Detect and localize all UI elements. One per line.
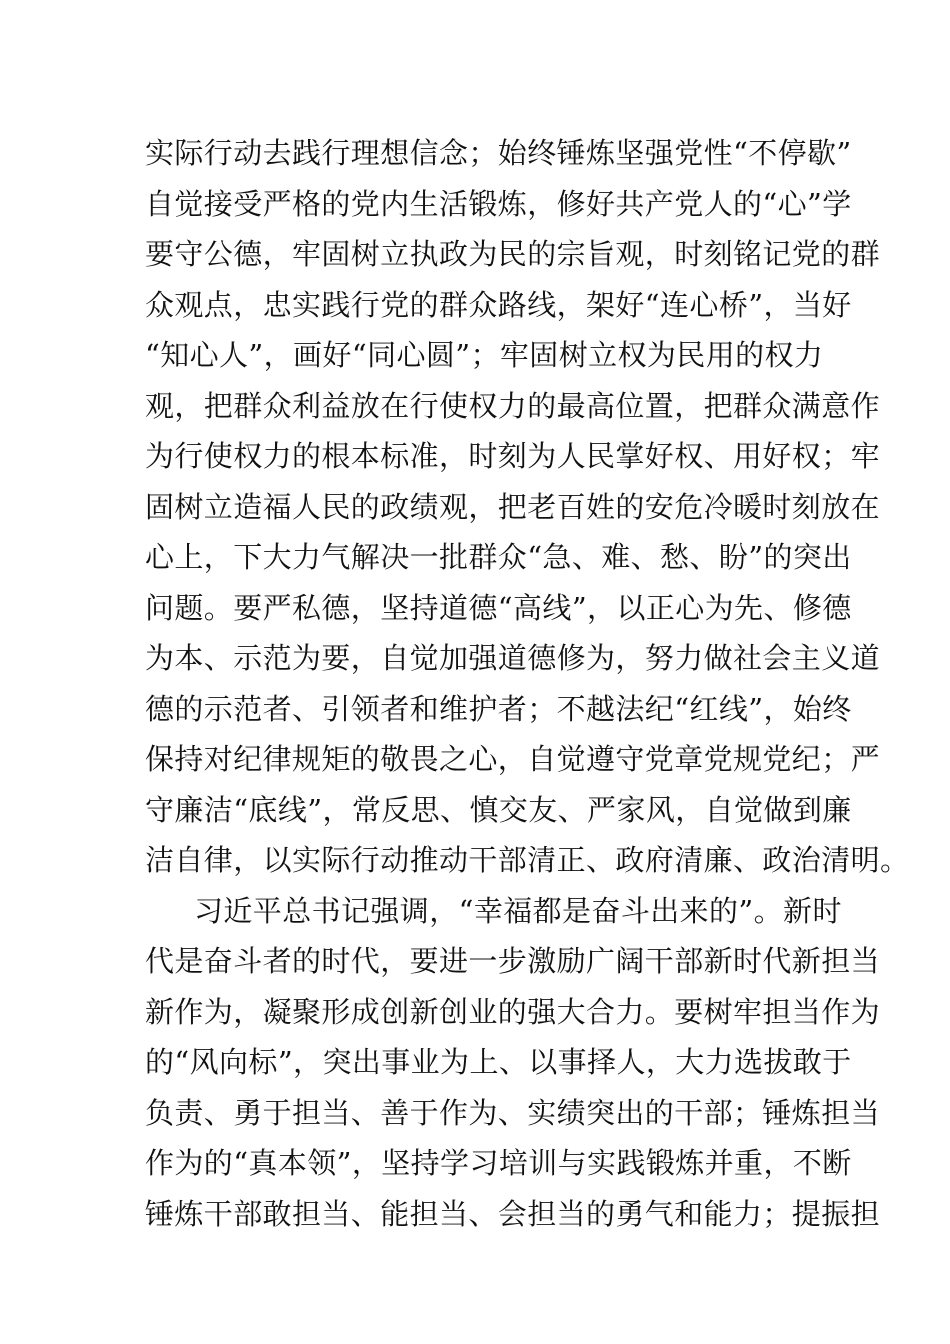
text-line: 代是奋斗者的时代，要进一步激励广阔干部新时代新担当 [145,944,881,978]
text-line: 观，把群众利益放在行使权力的最高位置，把群众满意作 [145,388,881,423]
text-line: 洁自律，以实际行动推动干部清正、政府清廉、政治清明。 [145,843,910,877]
text-line: 习近平总书记强调，“幸福都是奋斗出来的”。新时 [194,893,842,928]
text-line: 为行使权力的根本标准，时刻为人民掌好权、用好权；牢 [145,439,881,473]
text-line: 的“风向标”，突出事业为上、以事择人，大力选拔敢于 [145,1045,852,1079]
text-line: 负责、勇于担当、善于作为、实绩突出的干部；锤炼担当 [145,1095,881,1130]
document-body [145,128,910,1239]
text-line: 锤炼干部敢担当、能担当、会担当的勇气和能力；提振担 [145,1196,881,1231]
text-line: 自觉接受严格的党内生活锻炼，修好共产党人的“心”学 [145,186,852,221]
text-line: 新作为，凝聚形成创新创业的强大合力。要树牢担当作为 [145,994,881,1029]
text-line: 心上，下大力气解决一批群众“急、难、愁、盼”的突出 [145,540,852,574]
text-line: 众观点，忠实践行党的群众路线，架好“连心桥”，当好 [145,287,852,322]
text-line: 要守公德，牢固树立执政为民的宗旨观，时刻铭记党的群 [145,237,881,271]
text-line: 问题。要严私德，坚持道德“高线”，以正心为先、修德 [145,590,852,625]
text-line: 实际行动去践行理想信念；始终锤炼坚强党性“不停歇” [145,136,852,170]
text-line: 保持对纪律规矩的敬畏之心，自觉遵守党章党规党纪；严 [145,742,881,776]
text-line: 固树立造福人民的政绩观，把老百姓的安危冷暖时刻放在 [145,489,881,524]
text-line: “知心人”，画好“同心圆”；牢固树立权为民用的权力 [145,338,824,372]
text-line: 德的示范者、引领者和维护者；不越法纪“红线”，始终 [145,691,852,726]
text-line: 为本、示范为要，自觉加强道德修为，努力做社会主义道 [145,641,881,675]
text-line: 守廉洁“底线”，常反思、慎交友、严家风，自觉做到廉 [145,792,852,827]
text-line: 作为的“真本领”，坚持学习培训与实践锻炼并重，不断 [145,1146,852,1180]
